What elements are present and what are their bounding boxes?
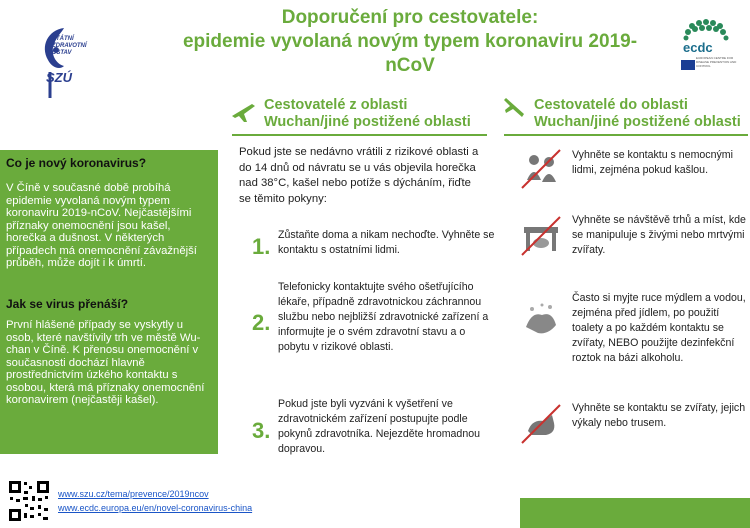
no-sick-contact-icon	[518, 146, 564, 192]
info-text-what: V Číně v současné době probíhá epidemie vyvolaná novým typem koronaviru 2019-nCoV. Nejčastějšími příznaky onemocnění jsou kašel, horečka a dušnost. V některých případech má onemocnění závažnější průběh, může dojít i k úmrtí.	[6, 182, 197, 269]
title-line1: Doporučení pro cestovatele:	[281, 7, 539, 28]
advice-text: Vyhněte se návštěvě trhů a míst, kde se manipuluje s živými nebo mrtvými zvířaty.	[572, 214, 746, 256]
intro-text: Pokud jste se nedávno vrátili z rizikové oblasti a do 14 dnů od návratu se u vás objevila horečka nad 38°C, kašel nebo potíže s dýcháním, řiďte se těmito pokyny:	[239, 146, 479, 205]
divider	[504, 134, 748, 136]
szu-mark: SZÚ	[46, 70, 72, 85]
link-ecdc[interactable]: www.ecdc.europa.eu/en/novel-coronavirus-china	[58, 503, 253, 513]
divider	[232, 134, 487, 136]
info-heading-transmission: Jak se virus přenáší?	[6, 297, 129, 311]
airplane-arrival-icon	[502, 94, 528, 120]
no-animal-market-icon	[518, 213, 564, 259]
airplane-departure-icon	[230, 100, 256, 124]
column-heading-to: Cestovatelé do oblasti Wuchan/jiné postižené oblasti	[534, 97, 741, 130]
step-number: 2.	[252, 310, 271, 335]
eu-flag-icon	[681, 60, 695, 70]
advice-text: Vyhněte se kontaktu se zvířaty, jejich výkaly nebo trusem.	[572, 402, 746, 429]
info-text-transmission: První hlášené případy se vyskytly u osob, které navštívily trh ve městě Wu-chan v Číně. K přenosu onemocnění v současnosti dochází hlavně prostřednictvím úzkého kontaktu s osobou, která má příznaky onemocnění koronavirem (nejčastěji kašel).	[6, 319, 205, 406]
advice-text: Často si myjte ruce mýdlem a vodou, zejména před jídlem, po použití toalety a po každém kontaktu se zvířaty, NEBO použijte dezinfekční roztok na bázi alkoholu.	[572, 292, 746, 364]
step-text: Zůstaňte doma a nikam nechoďte. Vyhněte se kontaktu s ostatními lidmi.	[278, 229, 495, 256]
ecdc-wordmark: ecdc	[683, 40, 713, 55]
step-text: Pokud jste byli vyzváni k vyšetření ve zdravotnickém zařízení postupujte podle pokynů zdravotníka. Nejezděte hromadnou dopravou.	[278, 398, 480, 455]
step-text: Telefonicky kontaktujte svého ošetřujícího lékaře, případně zdravotnickou záchrannou službu nebo nejbližší zdravotnické zařízení a informujte je o svém zdravotní stavu a o pobytu v rizikové oblasti.	[278, 281, 489, 353]
link-szu[interactable]: www.szu.cz/tema/prevence/2019ncov	[58, 489, 209, 499]
info-heading-what: Co je nový koronavirus?	[6, 156, 147, 170]
title-line2: epidemie vyvolaná novým typem koronaviru 2019-nCoV	[182, 31, 638, 76]
ecdc-subtitle: EUROPEAN CENTRE FOR DISEASE PREVENTION AND CONTROL	[696, 56, 737, 68]
advice-text: Vyhněte se kontaktu s nemocnými lidmi, zejména pokud kašlou.	[572, 149, 733, 176]
szu-logo	[26, 20, 121, 102]
no-animal-contact-icon	[518, 401, 564, 447]
hand-washing-icon	[518, 297, 564, 343]
szu-name: STÁTNÍ ZDRAVOTNÍ ÚSTAV	[52, 36, 87, 56]
page-title	[170, 6, 650, 78]
column-heading-from: Cestovatelé z oblasti Wuchan/jiné postižené oblasti	[264, 97, 471, 130]
step-number: 1.	[252, 234, 271, 259]
step-number: 3.	[252, 418, 271, 443]
qr-code-icon	[8, 480, 50, 522]
footer-bar	[520, 498, 750, 528]
